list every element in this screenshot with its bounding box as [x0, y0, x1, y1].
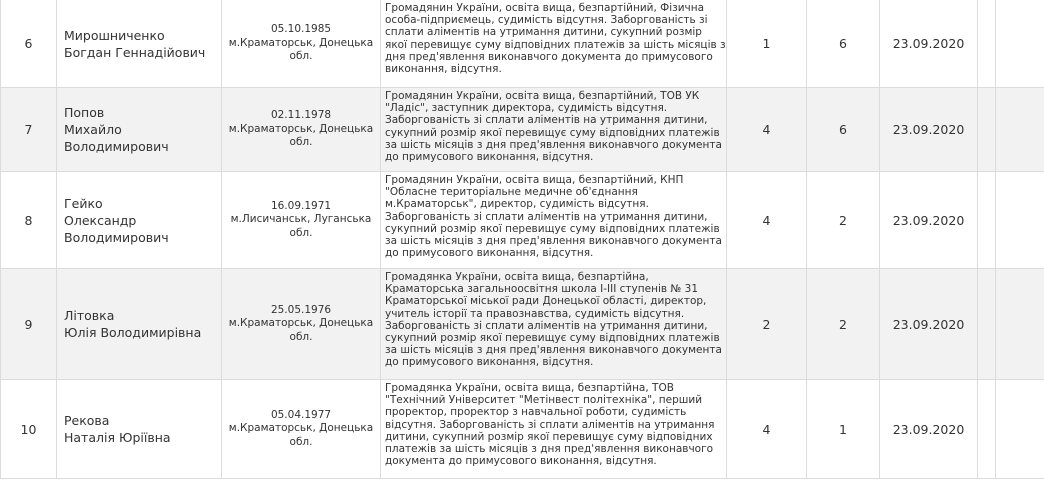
birth-place-line: обл. [289, 435, 313, 448]
description-line: проректор, проректор з навчальної роботи, судимість [385, 406, 687, 419]
description-line: за шість місяців з дня пред'явлення виконавчого документа [385, 235, 722, 248]
full-name [57, 172, 222, 269]
full-name [57, 269, 222, 380]
registration-date: 23.09.2020 [880, 269, 978, 380]
empty-cell [978, 0, 996, 88]
birth-date: 02.11.1978 [270, 109, 332, 122]
birth-info [222, 88, 381, 172]
description-line: "Обласне територіальне медичне об'єднання [385, 186, 638, 199]
description-line: документа до примусового виконання, відсутня. [385, 455, 657, 468]
description-line: відсутня. Заборгованість зі сплати аліментів на утримання [385, 418, 715, 431]
description-line: Краматорська загальноосвітня школа І-ІІІ ступенів № 31 [385, 283, 699, 296]
value-column-1: 4 [727, 172, 807, 269]
description-line: учитель історії та правознавства, судимість відсутня. [385, 307, 685, 320]
value-column-1: 1 [727, 0, 807, 88]
row-number: 7 [1, 88, 57, 172]
registration-date: 23.09.2020 [880, 88, 978, 172]
name-line: Попов [64, 105, 105, 120]
empty-cell [996, 88, 1044, 172]
description-line: "Технічний Університет "Метінвест політехніка", перший [385, 394, 703, 407]
value-column-2: 6 [807, 0, 880, 88]
description-line: Заборгованість зі сплати аліментів на утримання дитини, [385, 114, 708, 127]
description-line: Громадянин України, освіта вища, безпартійний, КНП [385, 174, 684, 186]
full-name [57, 380, 222, 479]
birth-place-line: обл. [289, 50, 313, 63]
birth-date: 25.05.1976 [270, 303, 332, 316]
candidate-description [381, 269, 727, 380]
birth-info [222, 380, 381, 479]
description-line: Заборгованість зі сплати аліментів на утримання дитини, [385, 319, 708, 332]
description-line: якої перевищує суму відповідних платежів за шість місяців з [385, 38, 726, 51]
birth-place-line: м.Лисичанськ, Луганська [230, 213, 372, 226]
name-line: Богдан Геннадійович [64, 44, 206, 60]
birth-info [222, 0, 381, 88]
row-number: 10 [1, 380, 57, 479]
candidate-description [381, 0, 727, 88]
name-line: Володимирович [64, 229, 169, 245]
candidate-description [381, 380, 727, 479]
name-line: Рекова [64, 413, 110, 428]
description-line: дня пред'явлення виконавчого документа до примусового [385, 50, 713, 63]
value-column-1: 4 [727, 88, 807, 172]
value-column-2: 2 [807, 269, 880, 380]
birth-place-line: м.Краматорськ, Донецька [228, 36, 374, 49]
description-line: платежів за шість місяців з дня пред'явлення виконавчого [385, 443, 714, 456]
empty-cell [978, 88, 996, 172]
birth-place-line: обл. [289, 330, 313, 343]
value-column-1: 4 [727, 380, 807, 479]
birth-place-line: обл. [289, 136, 313, 149]
description-line: Краматорської міської ради Донецької області, директор, [385, 295, 707, 308]
description-line: сплати аліментів на утримання дитини, сукупний розмір [385, 26, 702, 39]
candidate-description [381, 88, 727, 172]
registration-date: 23.09.2020 [880, 380, 978, 479]
table-row [1, 172, 1044, 269]
name-line: Юлія Володимирівна [64, 325, 202, 340]
description-line: до примусового виконання, відсутня. [385, 151, 594, 164]
row-number: 6 [1, 0, 57, 88]
description-line: сукупний розмір якої перевищує суму відповідних платежів [385, 126, 720, 139]
value-column-2: 1 [807, 380, 880, 479]
description-line: сукупний розмір якої перевищує суму відповідних платежів [385, 222, 720, 235]
registration-date: 23.09.2020 [880, 0, 978, 88]
description-line: виконання, відсутня. [385, 63, 502, 76]
description-line: Громадянин України, освіта вища, безпартійний, ТОВ УК [385, 90, 700, 102]
description-line: м.Краматорськ", директор, судимість відсутня. [385, 198, 649, 211]
empty-cell [996, 172, 1044, 269]
description-line: "Ладіс", заступник директора, судимість відсутня. [385, 102, 668, 115]
name-line: Мирошниченко [64, 27, 165, 43]
description-line: за шість місяців з дня пред'явлення виконавчого документа [385, 138, 722, 151]
name-line: Гейко [64, 195, 103, 211]
empty-cell [996, 0, 1044, 88]
value-column-2: 6 [807, 88, 880, 172]
empty-cell [996, 380, 1044, 479]
birth-date: 16.09.1971 [270, 199, 332, 212]
birth-date: 05.10.1985 [270, 23, 332, 36]
table-row [1, 380, 1044, 479]
description-line: Громадянка України, освіта вища, безпартійна, ТОВ [385, 382, 674, 394]
description-line: Заборгованість зі сплати аліментів на утримання дитини, [385, 210, 708, 223]
value-column-2: 2 [807, 172, 880, 269]
birth-place-line: м.Краматорськ, Донецька [228, 317, 374, 330]
birth-info [222, 172, 381, 269]
description-line: сукупний розмір якої перевищує суму відповідних платежів [385, 332, 720, 345]
row-number: 9 [1, 269, 57, 380]
name-line: Літовка [64, 308, 115, 323]
description-line: Громадянка України, освіта вища, безпартійна, [385, 271, 649, 283]
table-row [1, 0, 1044, 88]
registration-date: 23.09.2020 [880, 172, 978, 269]
birth-date: 05.04.1977 [270, 408, 332, 421]
table-row [1, 269, 1044, 380]
value-column-1: 2 [727, 269, 807, 380]
birth-place-line: обл. [289, 226, 313, 239]
birth-info [222, 269, 381, 380]
name-line: Володимирович [64, 139, 169, 154]
empty-cell [996, 269, 1044, 380]
description-line: до примусового виконання, відсутня. [385, 247, 594, 260]
description-line: до примусового виконання, відсутня. [385, 356, 594, 369]
full-name [57, 88, 222, 172]
empty-cell [978, 172, 996, 269]
description-line: за шість місяців з дня пред'явлення виконавчого документа [385, 344, 722, 357]
empty-cell [978, 269, 996, 380]
candidate-description [381, 172, 727, 269]
name-line: Олександр [64, 212, 137, 228]
row-number: 8 [1, 172, 57, 269]
name-line: Наталія Юріївна [64, 430, 171, 445]
description-line: особа-підприємець, судимість відсутня. Заборгованість зі [385, 14, 708, 27]
full-name [57, 0, 222, 88]
birth-place-line: м.Краматорськ, Донецька [228, 122, 374, 135]
empty-cell [978, 380, 996, 479]
description-line: Громадянин України, освіта вища, безпартійний, Фізична [385, 2, 705, 14]
birth-place-line: м.Краматорськ, Донецька [228, 422, 374, 435]
description-line: дитини, сукупний розмір якої перевищує суму відповідних [385, 430, 713, 443]
name-line: Михайло [64, 122, 122, 137]
table-row [1, 88, 1044, 172]
